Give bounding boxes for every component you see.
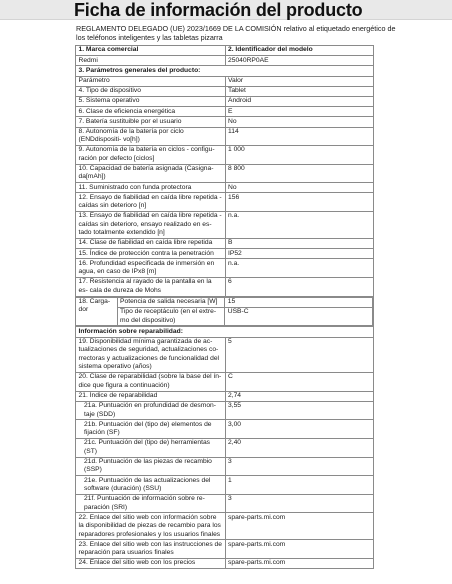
brand-label: 1. Marca comercial (76, 46, 226, 56)
general-row (76, 127, 374, 146)
general-row (76, 117, 374, 127)
parameter-column-head: Parámetro (76, 76, 226, 86)
repair-heading: Información sobre reparabilidad: (76, 327, 374, 337)
value-column-head: Valor (225, 76, 374, 86)
charger-subtable (76, 297, 373, 327)
charger-row (76, 296, 374, 327)
parameter-label: 24. Enlace del sitio web con los precios (76, 558, 226, 568)
parameter-label: 16. Profundidad especificada de inmersión en agua, en caso de IPx8 [m] (76, 259, 226, 278)
general-heading-row (76, 66, 374, 76)
brand-value-row (76, 56, 374, 66)
repair-row (76, 337, 374, 372)
parameter-value: 2,74 (225, 391, 374, 401)
charger-receptacle-row (76, 307, 373, 326)
parameter-value: Tablet (225, 86, 374, 96)
parameter-label: 21d. Puntuación de las piezas de recambio (SSP) (76, 457, 226, 476)
general-row (76, 164, 374, 183)
general-row (76, 193, 374, 212)
general-heading: 3. Parámetros generales del producto: (76, 66, 374, 76)
parameters-table-body (76, 46, 374, 569)
parameter-label: 13. Ensayo de fiabilidad en caída libre repetida - caídas sin deterioro, ensayo realizado en es- tado totalmente extendido [n] (76, 212, 226, 239)
repair-row (76, 540, 374, 559)
parameter-label: 15. Índice de protección contra la penetración (76, 249, 226, 259)
model-label: 2. Identificador del modelo (225, 46, 374, 56)
column-head-row (76, 76, 374, 86)
parameter-label: 21. Índice de reparabilidad (76, 391, 226, 401)
parameter-value: 5 (225, 337, 374, 372)
parameter-value: spare-parts.mi.com (225, 558, 374, 568)
repair-row (76, 420, 374, 439)
charger-receptacle-value: USB-C (225, 307, 373, 326)
repair-row (76, 391, 374, 401)
parameter-value: n.a. (225, 212, 374, 239)
parameter-value: E (225, 107, 374, 117)
parameter-value: 3,00 (225, 420, 374, 439)
parameter-value: 2,40 (225, 438, 374, 457)
parameter-value: spare-parts.mi.com (225, 540, 374, 559)
parameter-value: 3 (225, 494, 374, 513)
general-row (76, 239, 374, 249)
charger-receptacle-label: Tipo de receptáculo (en el extre- mo del dispositivo) (117, 307, 225, 326)
repair-row (76, 457, 374, 476)
parameter-value: 1 000 (225, 146, 374, 165)
repair-row (76, 401, 374, 420)
parameter-label: 21a. Puntuación en profundidad de desmon- taje (SDD) (76, 401, 226, 420)
model-value: 25040RP0AE (225, 56, 374, 66)
parameters-table (75, 45, 374, 569)
brand-value: Redmi (76, 56, 226, 66)
parameter-value: B (225, 239, 374, 249)
parameter-label: 23. Enlace del sitio web con las instrucciones de reparación para usuarios finales (76, 540, 226, 559)
repair-row (76, 558, 374, 568)
parameter-label: 14. Clase de fiabilidad en caída libre repetida (76, 239, 226, 249)
parameter-label: 12. Ensayo de fiabilidad en caída libre repetida - caídas sin deterioro [n] (76, 193, 226, 212)
parameter-label: 21b. Puntuación del (tipo de) elementos de fijación (SF) (76, 420, 226, 439)
parameter-value: 3 (225, 457, 374, 476)
repair-row (76, 494, 374, 513)
repair-heading-row (76, 327, 374, 337)
parameter-value: spare-parts.mi.com (225, 513, 374, 540)
charger-power-label: Potencia de salida necesaria [W] (117, 297, 225, 307)
parameter-value: No (225, 183, 374, 193)
general-row (76, 259, 374, 278)
parameter-label: 8. Autonomía de la batería por ciclo (ENDdispositi- vo[h]) (76, 127, 226, 146)
parameter-value: No (225, 117, 374, 127)
parameter-label: 11. Suministrado con funda protectora (76, 183, 226, 193)
parameter-label: 5. Sistema operativo (76, 96, 226, 106)
parameter-label: 19. Disponibilidad mínima garantizada de ac- tualizaciones de seguridad, actualizaciones co- rrectoras y actualizaciones de funcionalidad del sistema operativo (años) (76, 337, 226, 372)
general-row (76, 146, 374, 165)
general-row (76, 86, 374, 96)
general-row (76, 249, 374, 259)
parameter-value: 3,55 (225, 401, 374, 420)
parameter-label: 20. Clase de reparabilidad (sobre la base del ín- dice que figura a continuación) (76, 373, 226, 392)
parameter-value: 156 (225, 193, 374, 212)
parameter-label: 9. Autonomía de la batería en ciclos - configu- ración por defecto [ciclos] (76, 146, 226, 165)
parameter-label: 21e. Puntuación de las actualizaciones del software (duración) (SSU) (76, 476, 226, 495)
repair-row (76, 476, 374, 495)
repair-row (76, 373, 374, 392)
parameter-label: 7. Batería sustituible por el usuario (76, 117, 226, 127)
parameter-value: IP52 (225, 249, 374, 259)
parameter-value: 6 (225, 278, 374, 297)
page-title: Ficha de información del producto (74, 0, 363, 20)
parameter-value: 8 800 (225, 164, 374, 183)
parameter-label: 17. Resistencia al rayado de la pantalla en la es- cala de dureza de Mohs (76, 278, 226, 297)
general-row (76, 107, 374, 117)
general-row (76, 96, 374, 106)
general-row (76, 278, 374, 297)
parameter-label: 21c. Puntuación del (tipo de) herramientas (ST) (76, 438, 226, 457)
charger-label: 18. Carga- dor (76, 297, 117, 326)
parameter-value: C (225, 373, 374, 392)
parameter-value: 1 (225, 476, 374, 495)
brand-heading-row (76, 46, 374, 56)
repair-row (76, 438, 374, 457)
charger-power-row (76, 297, 373, 307)
parameter-value: n.a. (225, 259, 374, 278)
parameter-label: 21f. Puntuación de información sobre re- paración (SRI) (76, 494, 226, 513)
repair-row (76, 513, 374, 540)
parameter-label: 22. Enlace del sitio web con información sobre la disponibilidad de piezas de recambio para los reparadores profesionales y los usuarios finales (76, 513, 226, 540)
general-row (76, 183, 374, 193)
charger-cell (76, 296, 374, 327)
parameter-label: 10. Capacidad de batería asignada (Casigna- da[mAh]) (76, 164, 226, 183)
parameter-value: Android (225, 96, 374, 106)
parameter-label: 6. Clase de eficiencia energética (76, 107, 226, 117)
general-row (76, 212, 374, 239)
charger-power-value: 15 (225, 297, 373, 307)
regulation-subtitle: REGLAMENTO DELEGADO (UE) 2023/1669 DE LA COMISIÓN relativo al etiquetado energético de los teléfonos inteligentes y las tabletas pizarra (76, 24, 396, 43)
parameter-value: 114 (225, 127, 374, 146)
parameter-label: 4. Tipo de dispositivo (76, 86, 226, 96)
